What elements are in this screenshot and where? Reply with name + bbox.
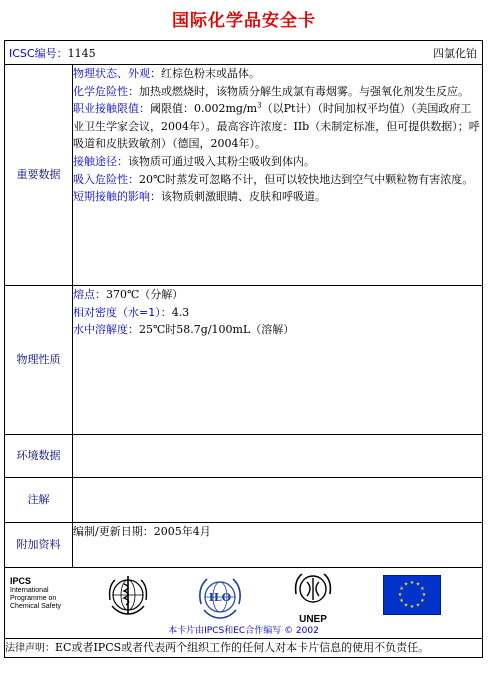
- oel-superscript: 3: [257, 101, 262, 110]
- oel-label: 职业接触限值：: [73, 102, 150, 116]
- ipcs-logo-text: [10, 576, 61, 611]
- legal-label: 法律声明：: [5, 643, 55, 654]
- ilo-emblem-icon: [195, 572, 245, 622]
- update-date: 编制/更新日期：2005年4月: [73, 525, 211, 538]
- svg-text:★: ★: [397, 592, 403, 598]
- important-data-label: 重要数据: [5, 65, 73, 286]
- melting-point-label: 熔点：: [73, 288, 106, 301]
- svg-text:★: ★: [403, 581, 409, 588]
- svg-text:★: ★: [415, 581, 421, 588]
- unep-label: UNEP: [299, 614, 327, 625]
- svg-text:★: ★: [409, 604, 415, 610]
- logo-row: [5, 568, 483, 639]
- short-term-label: 短期接触的影响：: [73, 190, 161, 204]
- additional-info-content: [73, 523, 483, 568]
- svg-text:★: ★: [399, 598, 404, 604]
- svg-text:★: ★: [399, 586, 404, 592]
- unep-emblem-icon: [290, 570, 336, 614]
- physical-properties-content: [73, 286, 483, 435]
- ipcs-line-3: Chemical Safety: [10, 603, 61, 611]
- chem-hazard-label: 化学危险性：: [73, 84, 139, 98]
- icsc-number: 1145: [67, 47, 96, 60]
- icsc-card-table: [4, 40, 483, 658]
- notes-label: 注解: [5, 478, 73, 523]
- environment-content: [73, 435, 483, 478]
- ipcs-title: IPCS: [10, 576, 32, 586]
- state-label: 物理状态、外观：: [73, 67, 161, 80]
- oel-text-b: （以Pt计）（时间加权平均值）（美国政府工业卫生学家会议，2004年）。最高容许浓度：IIb（未制定标准，但可提供数据）；呼吸道和皮肤致敏剂）（德国，2004年）。: [73, 102, 480, 151]
- short-term-text: 该物质刺激眼睛、皮肤和呼吸道。: [161, 190, 326, 204]
- physical-properties-label: 物理性质: [5, 286, 73, 435]
- chem-hazard-text: 加热或燃烧时，该物质分解生成氯有毒烟雾。与强氧化剂发生反应。: [139, 84, 469, 98]
- card-title: 国际化学品安全卡: [172, 11, 316, 31]
- svg-text:★: ★: [421, 592, 427, 598]
- svg-text:★: ★: [409, 580, 415, 586]
- density-label: 相对密度（水=1）：: [73, 305, 172, 319]
- inhalation-text: 20℃时蒸发可忽略不计，但可以较快地达到空气中颗粒物有害浓度。: [139, 172, 474, 186]
- icsc-header-row: [5, 41, 483, 65]
- svg-text:★: ★: [420, 598, 425, 604]
- density-text: 4.3: [171, 305, 190, 319]
- important-data-content: [73, 65, 483, 286]
- solubility-label: 水中溶解度：: [73, 323, 139, 337]
- icsc-number-label: ICSC编号：: [9, 47, 68, 60]
- physical-properties-row: [5, 286, 483, 435]
- ipcs-line-1: International: [10, 587, 49, 595]
- legal-text: EC或者IPCS或者代表两个组织工作的任何人对本卡片信息的使用不负责任。: [55, 641, 430, 654]
- state-text: 红棕色粉末或晶体。: [161, 67, 260, 80]
- substance-name: 四氯化铂: [433, 47, 477, 60]
- important-data-row: [5, 65, 483, 286]
- svg-text:★: ★: [415, 602, 421, 609]
- route-text: 该物质可通过吸入其粉尘吸收到体内。: [128, 154, 315, 168]
- solubility-text: 25℃时58.7g/100mL（溶解）: [139, 323, 295, 337]
- inhalation-label: 吸入危险性：: [73, 172, 139, 186]
- notes-row: [5, 478, 483, 523]
- melting-point-text: 370℃（分解）: [106, 288, 184, 301]
- oel-text-a: 阈限值：0.002mg/m: [150, 102, 258, 116]
- eu-flag-icon: [383, 575, 441, 615]
- ipcs-line-2: Programme on: [10, 595, 57, 603]
- notes-content: [73, 478, 483, 523]
- additional-info-row: [5, 523, 483, 568]
- additional-info-label: 附加资料: [5, 523, 73, 568]
- svg-text:★: ★: [420, 586, 425, 592]
- svg-text:★: ★: [403, 602, 409, 609]
- footer-note: 本卡片由IPCS和EC合作编写 © 2002: [168, 626, 319, 636]
- route-label: 接触途径：: [73, 154, 128, 168]
- svg-text:ILO: ILO: [208, 591, 232, 604]
- legal-row: [5, 639, 483, 658]
- who-emblem-icon: [105, 572, 151, 618]
- environment-row: [5, 435, 483, 478]
- environment-label: 环境数据: [5, 435, 73, 478]
